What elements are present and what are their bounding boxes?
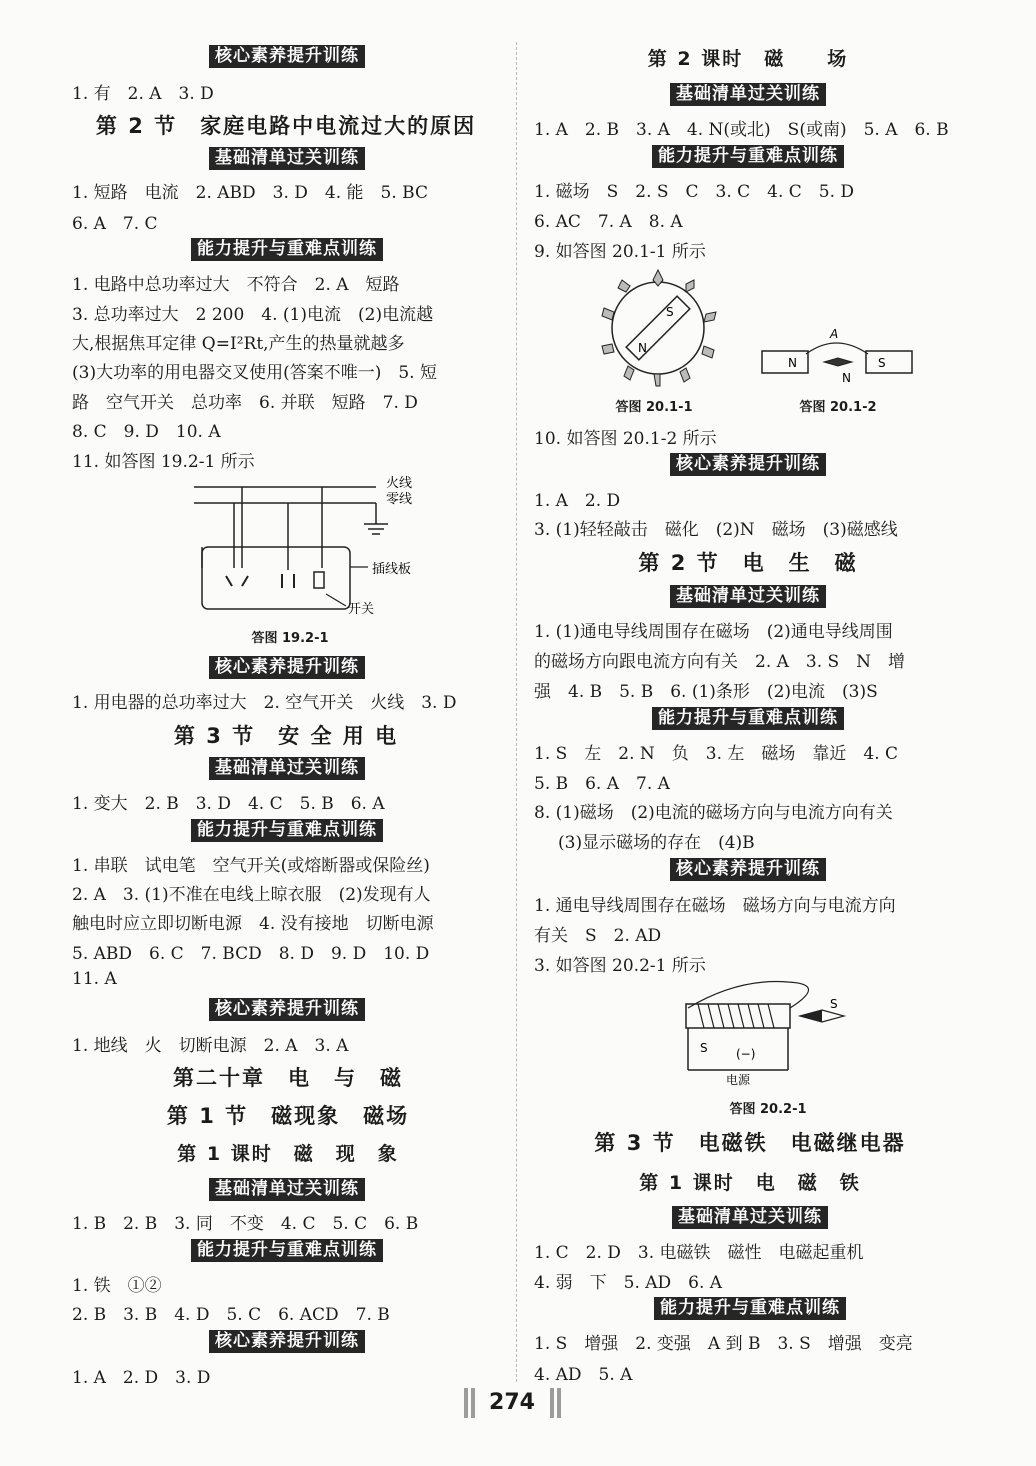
- answer-line: 10. 如答图 20.1-2 所示: [534, 429, 717, 449]
- answer-line: 4. AD 5. A: [534, 1365, 633, 1385]
- section-bar: 核心素养提升训练: [209, 998, 365, 1021]
- answer-line: 强 4. B 5. B 6. (1)条形 (2)电流 (3)S: [534, 682, 878, 702]
- section-bar: 基础清单过关训练: [670, 585, 826, 608]
- section-bar: 核心素养提升训练: [209, 1330, 365, 1353]
- figure-caption: 答图 20.2-1: [729, 1102, 807, 1117]
- lesson-heading: 第 1 课时 电 磁 铁: [639, 1172, 861, 1194]
- answer-line: 1. A 2. B 3. A 4. N(或北) S(或南) 5. A 6. B: [534, 120, 949, 140]
- section-heading: 第 2 节 电 生 磁: [638, 551, 858, 575]
- answer-line: 1. A 2. D 3. D: [72, 1368, 211, 1388]
- compass-ring-figure: [598, 266, 728, 391]
- answer-line: 1. S 左 2. N 负 3. 左 磁场 靠近 4. C: [534, 744, 899, 764]
- bar-magnets-figure: [758, 324, 918, 386]
- live-wire-label: 火线: [386, 476, 413, 491]
- answer-line: 1. (1)通电导线周围存在磁场 (2)通电导线周围: [534, 622, 893, 642]
- answer-line: 有关 S 2. AD: [534, 926, 662, 946]
- answer-line: 3. 总功率过大 2 200 4. (1)电流 (2)电流越: [72, 305, 434, 325]
- answer-line: 2. A 3. (1)不准在电线上晾衣服 (2)发现有人: [72, 885, 431, 905]
- answer-line: 3. (1)轻轻敲击 磁化 (2)N 磁场 (3)磁感线: [534, 520, 898, 540]
- power-supply-label: 电源: [726, 1073, 751, 1087]
- answer-line: 1. 磁场 S 2. S C 3. C 4. C 5. D: [534, 182, 855, 202]
- answer-line: 1. 地线 火 切断电源 2. A 3. A: [72, 1036, 349, 1056]
- section-bar: 核心素养提升训练: [670, 858, 826, 881]
- section-bar: 基础清单过关训练: [670, 83, 826, 106]
- magnet-n-label: N: [638, 341, 647, 355]
- section-bar: 基础清单过关训练: [672, 1206, 828, 1229]
- answer-line: 1. 通电导线周围存在磁场 磁场方向与电流方向: [534, 896, 896, 916]
- page-number-block: [464, 1386, 564, 1420]
- page-number-stripe: [471, 1388, 475, 1418]
- answer-line: 8. C 9. D 10. A: [72, 422, 221, 442]
- answer-line: 8. (1)磁场 (2)电流的磁场方向与电流方向有关: [534, 803, 893, 823]
- section-heading: 第 2 节 家庭电路中电流过大的原因: [95, 114, 477, 138]
- answer-line: (3)大功率的用电器交叉使用(答案不唯一) 5. 短: [72, 363, 437, 383]
- page-number-stripe: [550, 1388, 554, 1418]
- answer-line: 3. 如答图 20.2-1 所示: [534, 956, 706, 976]
- answer-line: 6. A 7. C: [72, 214, 158, 234]
- answer-line: 路 空气开关 总功率 6. 并联 短路 7. D: [72, 393, 418, 413]
- answer-line: 1. 串联 试电笔 空气开关(或熔断器或保险丝): [72, 856, 430, 876]
- answer-line: 5. ABD 6. C 7. BCD 8. D 9. D 10. D: [72, 944, 430, 964]
- section-bar: 基础清单过关训练: [209, 147, 365, 170]
- answer-line: 1. 变大 2. B 3. D 4. C 5. B 6. A: [72, 794, 385, 814]
- lesson-heading: 第 1 课时 磁 现 象: [177, 1143, 399, 1165]
- answer-line: 触电时应立即切断电源 4. 没有接地 切断电源: [72, 914, 434, 934]
- section-bar: 能力提升与重难点训练: [191, 238, 383, 261]
- section-bar: 能力提升与重难点训练: [652, 145, 844, 168]
- switch-label: 开关: [348, 602, 375, 617]
- plug-strip-label: 插线板: [372, 562, 412, 577]
- answer-line: 1. 电路中总功率过大 不符合 2. A 短路: [72, 275, 400, 295]
- section-heading: 第 3 节 电磁铁 电磁继电器: [594, 1131, 906, 1155]
- solenoid-figure: [678, 980, 858, 1088]
- figure-caption: 答图 20.1-2: [799, 400, 877, 415]
- answer-line: 1. S 增强 2. 变强 A 到 B 3. S 增强 变亮: [534, 1334, 913, 1354]
- lesson-heading: 第 2 课时 磁 场: [647, 48, 849, 70]
- needle-n-label: N: [842, 371, 851, 385]
- answer-line: 大,根据焦耳定律 Q=I²Rt,产生的热量就越多: [72, 334, 405, 354]
- answer-line: 的磁场方向跟电流方向有关 2. A 3. S N 增: [534, 652, 906, 672]
- point-a-label: A: [830, 327, 839, 341]
- terminal-minus-label: (−): [736, 1047, 756, 1061]
- page-number-stripe: [557, 1388, 561, 1418]
- left-magnet-n-label: N: [788, 356, 797, 370]
- answer-line: 4. 弱 下 5. AD 6. A: [534, 1273, 723, 1293]
- answer-line: (3)显示磁场的存在 (4)B: [558, 833, 755, 853]
- right-magnet-s-label: S: [878, 356, 886, 370]
- answer-line: 6. AC 7. A 8. A: [534, 212, 683, 232]
- section-bar: 能力提升与重难点训练: [191, 1239, 383, 1262]
- section-bar: 能力提升与重难点训练: [191, 819, 383, 842]
- answer-line: 1. 铁 ①②: [72, 1276, 162, 1296]
- neutral-wire-label: 零线: [386, 492, 413, 507]
- magnet-s-label: S: [666, 305, 674, 319]
- section-bar: 核心素养提升训练: [670, 453, 826, 476]
- page-number-stripe: [464, 1388, 468, 1418]
- section-bar: 基础清单过关训练: [209, 1178, 365, 1201]
- answer-line: 5. B 6. A 7. A: [534, 774, 670, 794]
- circuit-figure-19-2-1: [190, 472, 430, 622]
- answer-line: 11. A: [72, 969, 117, 989]
- answer-line: 2. B 3. B 4. D 5. C 6. ACD 7. B: [72, 1305, 390, 1325]
- column-divider: [516, 42, 517, 1382]
- figure-caption: 答图 20.1-1: [615, 400, 693, 415]
- answer-line: 11. 如答图 19.2-1 所示: [72, 452, 255, 472]
- needle-s-label: S: [830, 997, 838, 1011]
- section-heading: 第 1 节 磁现象 磁场: [166, 1104, 410, 1128]
- answer-line: 1. B 2. B 3. 同 不变 4. C 5. C 6. B: [72, 1214, 419, 1234]
- answer-line: 1. 有 2. A 3. D: [72, 84, 214, 104]
- section-bar: 能力提升与重难点训练: [654, 1297, 846, 1320]
- section-bar: 核心素养提升训练: [209, 656, 365, 679]
- switch-s-label: S: [700, 1041, 708, 1055]
- section-bar: 核心素养提升训练: [209, 45, 365, 68]
- section-bar: 能力提升与重难点训练: [652, 707, 844, 730]
- page-number: 274: [489, 1390, 535, 1415]
- answer-line: 1. 短路 电流 2. ABD 3. D 4. 能 5. BC: [72, 183, 428, 203]
- answer-line: 9. 如答图 20.1-1 所示: [534, 242, 706, 262]
- section-heading: 第 3 节 安 全 用 电: [173, 724, 399, 748]
- chapter-heading: 第二十章 电 与 磁: [173, 1066, 403, 1090]
- answer-line: 1. A 2. D: [534, 491, 621, 511]
- answer-line: 1. C 2. D 3. 电磁铁 磁性 电磁起重机: [534, 1243, 864, 1263]
- section-bar: 基础清单过关训练: [209, 757, 365, 780]
- answer-line: 1. 用电器的总功率过大 2. 空气开关 火线 3. D: [72, 693, 457, 713]
- figure-caption: 答图 19.2-1: [251, 631, 329, 646]
